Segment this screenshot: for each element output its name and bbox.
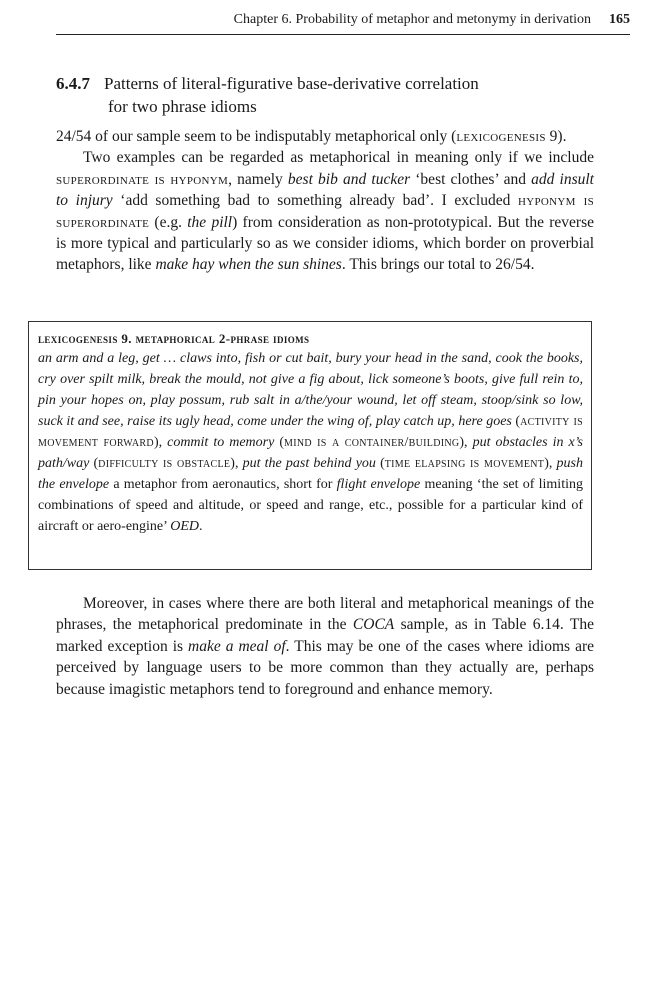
italic-run: push the envelope: [38, 456, 583, 492]
italic-run: commit to memory: [167, 435, 275, 450]
text-run: ),: [459, 435, 473, 450]
text-run: (: [375, 456, 385, 471]
paragraph-2: [56, 147, 594, 275]
paragraph-3: [56, 593, 594, 700]
text-run: ),: [230, 456, 243, 471]
lexicogenesis-box: [28, 321, 592, 570]
section-number: 6.4.7: [56, 74, 90, 93]
text-run: (: [274, 435, 284, 450]
italic-run: put the past behind you: [242, 456, 376, 471]
text-run: (e.g.: [149, 213, 188, 231]
section-heading: [56, 72, 616, 118]
section-title-line2: for two phrase idioms: [108, 97, 257, 116]
section-title-line1: Patterns of literal-figurative base-derivative correlation: [104, 74, 479, 93]
smallcaps-run: activity is movement forward: [38, 414, 584, 450]
text-run: Two examples can be regarded as metaphorical in meaning only if we include: [83, 149, 594, 167]
smallcaps-run: hyponym is superordinate: [56, 192, 594, 231]
text-run: sample, as in Table 6.14. The marked exception is: [56, 616, 594, 655]
box-title: lexicogenesis 9. metaphorical 2-phrase idioms: [38, 331, 310, 346]
text-run: Moreover, in cases where there are both literal and metaphorical meanings of the phrases, the metaphorical predominate in the: [56, 595, 594, 634]
text-run: (: [89, 456, 99, 471]
text-run: a metaphor from aeronautics, short for: [109, 477, 337, 492]
italic-run: the pill: [187, 213, 233, 231]
italic-run: an arm and a leg, get … claws into, fish or cut bait, bury your head in the sand, cook the books, cry over spilt milk, break the mould, not give a fig about, lick someone’s boots, give full rein to, pin your hopes on, play possum, rub salt in a/the/your wound, let off steam, stoop/sink so low, suck it and see, raise its ugly head, come under the wing of, play catch up, here goes: [38, 351, 583, 429]
running-head-chapter: Chapter 6. Probability of metaphor and metonymy in derivation: [233, 12, 591, 27]
paragraph-1: [56, 126, 594, 276]
italic-run: flight envelope: [336, 477, 421, 492]
text-run: ),: [153, 435, 168, 450]
smallcaps-run: difficulty is obstacle: [98, 456, 231, 471]
italic-run: make hay when the sun shines: [155, 256, 342, 274]
smallcaps-run: lexicogenesis: [456, 128, 546, 145]
italic-run: best bib and tucker: [287, 170, 411, 188]
text-run: ) from consideration as non-prototypical. But the reverse is more typical and particularly so as we consider idioms, which border on proverbial metaphors, like: [56, 213, 595, 274]
running-head: [56, 12, 630, 35]
italic-run: add insult to injury: [56, 170, 594, 210]
italic-run: make a meal of: [188, 637, 286, 655]
box-body: [38, 348, 583, 537]
page-number: 165: [609, 12, 630, 27]
text-run: 9).: [545, 128, 567, 145]
smallcaps-run: time elapsing is movement: [384, 456, 545, 471]
text-run: ),: [544, 456, 557, 471]
italic-run: OED: [170, 519, 200, 534]
text-run: ‘best clothes’ and: [410, 170, 532, 188]
text-run: ‘add something bad to something already bad’. I excluded: [112, 192, 518, 210]
text-run: , namely: [228, 170, 288, 188]
italic-run: COCA: [352, 616, 395, 634]
paragraph-3-text: [56, 593, 594, 700]
smallcaps-run: superordinate is hyponym: [56, 170, 229, 188]
paragraph-sentence-1: [56, 126, 594, 147]
text-run: (: [511, 414, 521, 429]
text-run: .: [199, 519, 203, 534]
text-run: 24/54 of our sample seem to be indisputably metaphorical only (: [56, 128, 457, 145]
text-run: meaning ‘the set of limiting combinations of speed and altitude, or speed and range, etc., possible for a particular kind of aircraft or aero-engine’: [38, 477, 583, 534]
text-run: . This may be one of the cases where idioms are perceived by language users to be more common than they actually are, perhaps because imagistic metaphors tend to foreground and enhance memory.: [56, 637, 594, 698]
italic-run: put obstacles in x’s path/way: [38, 435, 583, 471]
smallcaps-run: mind is a container/building: [284, 435, 460, 450]
text-run: . This brings our total to 26/54.: [341, 256, 535, 274]
